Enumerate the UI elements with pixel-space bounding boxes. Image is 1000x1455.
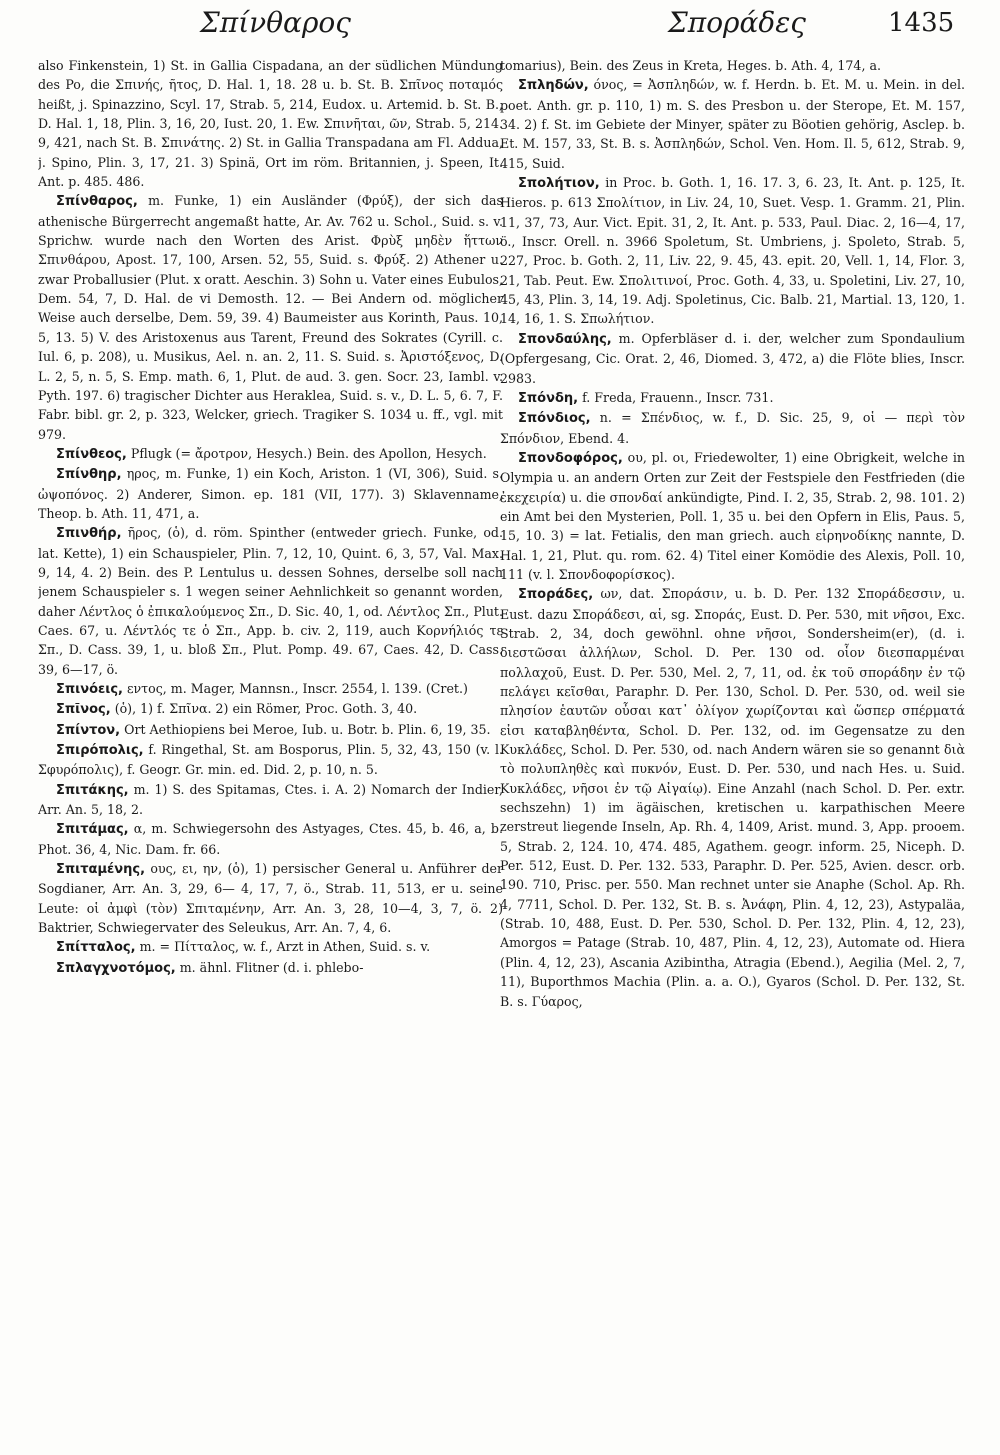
entry-text: ους, ει, ην, (ὁ), 1) persischer General u. Anführer der Sogdianer, Arr. An. 3, 29, 6— 4, 17, 7, ö., Strab. 11, 513, er u. seine Leute: οἱ ἀμφὶ (τὸν) Σπιταμένην, Arr. An. 3, 28, 10—4, 3, 7, ö. 2) Baktrier, Schwiegervater des Seleukus, Arr. An. 7, 4, 6. [38, 861, 503, 936]
dictionary-entry [38, 859, 503, 937]
entry-text: ου, pl. οι, Friedewolter, 1) eine Obrigkeit, welche in Olympia u. an andern Orten zur Zeit der Festspiele den Festfrieden (die ἐκεχειρία) u. die σπονδαί ankündigte, Pind. I. 2, 35, Strab. 2, 98. 101. 2) ein Amt bei den Mysterien, Poll. 1, 35 u. bei den Opfern in Elis, Paus. 5, 15, 10. 3) = lat. Fetialis, den man griech. auch εἰρηνοδίκης nannte, D. Hal. 1, 21, Plut. qu. rom. 62. 4) Titel einer Komödie des Alexis, Poll. 10, 111 (v. l. Σπονδοφορίσκος). [500, 449, 965, 582]
dictionary-entry [38, 699, 503, 719]
entry-headword: Σπολήτιον, [518, 176, 600, 192]
dictionary-entry [500, 75, 965, 173]
entry-headword: Σπῖνος, [56, 702, 111, 718]
dictionary-entry [500, 408, 965, 448]
entry-text: in Proc. b. Goth. 1, 16. 17. 3, 6. 23, It. Ant. p. 125, It. Hieros. p. 613 Σπολίτιον, in Liv. 24, 10, Suet. Vesp. 1. Gramm. 21, Plin. 11, 37, 73, Aur. Vict. Epit. 31, 2, It. Ant. p. 533, Paul. Diac. 2, 16—4, 17, ö., Inscr. Orell. n. 3966 Spoletum, St. Umbriens, j. Spoleto, Strab. 5, 227, Proc. b. Goth. 2, 11, Liv. 22, 9. 45, 43. epit. 20, Vell. 1, 14, Flor. 3, 21, Tab. Peut. Ew. Σπολιτινοί, Proc. Goth. 4, 33, u. Spoletini, Liv. 27, 10, 45, 43, Plin. 3, 14, 19. Adj. Spoletinus, Cic. Balb. 21, Martial. 13, 120, 1. 14, 16, 1. S. Σπωλήτιον. [500, 175, 965, 327]
dictionary-entry [500, 388, 965, 408]
entry-text: (ὁ), 1) f. Σπῖνα. 2) ein Römer, Proc. Goth. 3, 40. [114, 701, 418, 717]
entry-text: m. Funke, 1) ein Ausländer (Φρύξ), der sich das athenische Bürgerrecht angemaßt hatte, Ar. Av. 762 u. Schol., Suid. s. v. Sprichw. wurde nach den Worten des Arist. Φρὺξ μηδὲν ἥττων Σπινθάρου, Apost. 17, 100, Arsen. 52, 55, Suid. s. Φρύξ. 2) Athener u. zwar Proballusier (Plut. x oratt. Aeschin. 3) Sohn u. Vater eines Eubulos, Dem. 54, 7, D. Hal. de vi Demosth. 12. — Bei Andern od. möglicher Weise auch derselbe, Dem. 59, 39. 4) Baumeister aus Korinth, Paus. 10, 5, 13. 5) V. des Aristoxenus aus Tarent, Freund des Sokrates (Cyrill. c. Iul. 6, p. 208), u. Musikus, Ael. n. an. 2, 11. S. Suid. s. Ἀριστόξενος, D. L. 2, 5, n. 5, S. Emp. math. 6, 1, Plut. de aud. 3. gen. Socr. 23, Iambl. v. Pyth. 197. 6) tragischer Dichter aus Herakleа, Suid. s. v., D. L. 5, 6. 7, F. Fabr. bibl. gr. 2, p. 323, Welcker, griech. Tragiker S. 1034 u. ff., vgl. mit 979. [38, 193, 503, 442]
dictionary-entry [38, 444, 503, 464]
entry-text: Ort Aethiopiens bei Meroe, Iub. u. Botr. b. Plin. 6, 19, 35. [124, 721, 491, 737]
entry-headword: Σπληδών, [518, 78, 589, 94]
entry-headword: Σπίνθηρ, [56, 467, 122, 483]
entry-headword: Σπιτάμας, [56, 822, 129, 838]
dictionary-entry [38, 937, 503, 957]
dictionary-entry [38, 819, 503, 859]
right-column [500, 56, 965, 1446]
entry-headword: Σπιρόπολις, [56, 743, 144, 759]
dictionary-entry [38, 958, 503, 978]
entry-text: tomarius), Bein. des Zeus in Kreta, Heges. b. Ath. 4, 174, a. [500, 58, 881, 73]
dictionary-entry [38, 679, 503, 699]
dictionary-entry [500, 448, 965, 584]
entry-text: m. 1) S. des Spitamas, Ctes. i. A. 2) Nomarch der Indier, Arr. An. 5, 18, 2. [38, 781, 503, 818]
dictionary-entry [38, 56, 503, 191]
entry-text: also Finkenstein, 1) St. in Gallia Cispadana, an der südlichen Mündung des Po, die Σπινής, ῆτος, D. Hal. 1, 18. 28 u. b. St. B. Σπῖνος ποταμός heißt, j. Spinazzino, Scyl. 17, Strab. 5, 214, Eudox. u. Artemid. b. St. B., D. Hal. 1, 18, Plin. 3, 16, 20, Iust. 20, 1. Ew. Σπινῆται, ῶν, Strab. 5, 214. 9, 421, nach St. B. Σπινάτης. 2) St. in Gallia Transpadana am Fl. Addua, j. Spino, Plin. 3, 17, 21. 3) Spinä, Ort im röm. Britannien, j. Speen, It. Ant. p. 485. 486. [38, 58, 503, 190]
left-column [38, 56, 503, 1446]
entry-text: n. = Σπένδιος, w. f., D. Sic. 25, 9, οἱ — περὶ τὸν Σπόνδιον, Ebend. 4. [500, 410, 965, 446]
entry-text: εντος, m. Mager, Mannsn., Inscr. 2554, l. 139. (Cret.) [126, 681, 468, 696]
entry-headword: Σπίντον, [56, 722, 121, 738]
dictionary-entry [500, 584, 965, 1011]
entry-text: m. Opferbläser d. i. der, welcher zum Spondaulium (Opfergesang, Cic. Orat. 2, 46, Diomed. 3, 472, a) die Flöte blies, Inscr. 2983. [500, 330, 965, 386]
entry-text: α, m. Schwiegersohn des Astyages, Ctes. 45, b. 46, a, b. Phot. 36, 4, Nic. Dam. fr. 66. [38, 821, 503, 857]
entry-headword: Σπονδαύλης, [518, 331, 612, 347]
entry-headword: Σπόνδη, [518, 390, 579, 406]
entry-headword: Σπιτάκης, [56, 782, 129, 798]
entry-text: ηρος, m. Funke, 1) ein Koch, Ariston. 1 (VI, 306), Suid. s. ὠψοπόνος. 2) Anderer, Simon. ep. 181 (VII, 177). 3) Sklavenname, Theop. b. Ath. 11, 471, a. [38, 466, 503, 521]
entry-headword: Σπίνθαρος, [56, 194, 138, 210]
entry-text: ῆρος, (ὁ), d. röm. Spinther (entweder griech. Funke, od. lat. Kette), 1) ein Schauspieler, Plin. 7, 12, 10, Quint. 6, 3, 57, Val. Max. 9, 14, 4. 2) Bein. des P. Lentulus u. dessen Sohnes, derselbe soll nach jenem Schauspieler s. 1 wegen seiner Aehnlichkeit so genannt worden, daher Λέντλος ὁ ἐπικαλούμενος Σπ., D. Sic. 40, 1, od. Λέντλος Σπ., Plut. Caes. 67, u. Λέντλός τε ὁ Σπ., App. b. civ. 2, 119, auch Κορνήλιός τε Σπ., D. Cass. 39, 1, u. bloß Σπ., Plut. Pomp. 49. 67, Caes. 42, D. Cass. 39, 6—17, ö. [38, 525, 503, 677]
dictionary-entry [38, 740, 503, 780]
entry-text: όνος, = Ἀσπληδών, w. f. Herdn. b. Et. M. u. Mein. in del. poet. Anth. gr. p. 110, 1) m. S. des Presbon u. der Sterope, Et. M. 157, 34. 2) f. St. im Gebiete der Minyer, später zu Böotien gehörig, Asclep. b. Et. M. 157, 33, St. B. s. Ἀσπληδών, Schol. Ven. Hom. Il. 5, 612, Strab. 9, 415, Suid. [500, 77, 965, 171]
entry-headword: Σπίνθεος, [56, 446, 127, 462]
page-header [0, 0, 1000, 52]
dictionary-entry [38, 523, 503, 679]
entry-text: f. Freda, Frauenn., Inscr. 731. [582, 389, 774, 405]
page-number: 1435 [888, 8, 955, 38]
dictionary-entry [500, 329, 965, 388]
dictionary-entry [38, 464, 503, 523]
entry-text: m. ähnl. Flitner (d. i. phlebo- [179, 959, 364, 975]
dictionary-entry [38, 720, 503, 740]
left-running-headword: Σπίνθαρος [200, 6, 351, 39]
entry-headword: Σπινθήρ, [56, 526, 122, 542]
entry-headword: Σποράδες, [518, 587, 594, 603]
entry-text: m. = Πίτταλος, w. f., Arzt in Athen, Suid. s. v. [139, 939, 431, 955]
entry-headword: Σπιταμένης, [56, 862, 146, 878]
entry-text: Pflugk (= ἄροτρον, Hesych.) Bein. des Apollon, Hesych. [130, 445, 487, 461]
entry-headword: Σπονδοφόρος, [518, 450, 623, 466]
dictionary-entry [500, 173, 965, 329]
entry-headword: Σπινόεις, [56, 682, 123, 697]
entry-text: f. Ringethal, St. am Bosporus, Plin. 5, 32, 43, 150 (v. l. Σφυρόπολις), f. Geogr. Gr. min. ed. Did. 2, p. 10, n. 5. [38, 742, 503, 778]
entry-headword: Σπίτταλος, [56, 940, 136, 956]
right-running-headword: Σποράδες [668, 6, 806, 39]
dictionary-entry [38, 780, 503, 820]
entry-headword: Σπόνδιος, [518, 411, 591, 427]
dictionary-entry [500, 56, 965, 75]
entry-text: ων, dat. Σποράσιν, u. b. D. Per. 132 Σποράδεσσιν, u. Eust. dazu Σποράδεσι, αἱ, sg. Σποράς, Eust. D. Per. 530, mit νῆσοι, Exc. Strab. 2, 34, doch gewöhnl. ohne νῆσοι, Sondersheim(er), (d. i. διεστῶσαι ἀλλήλων, Schol. D. Per. 130 od. οἷον διεσπαρμέναι πολλαχοῦ, Eust. D. Per. 530, Mel. 2, 7, 11, od. ἐκ τοῦ σποράδην ἐν τῷ πελάγει κεῖσθαι, Paraphr. D. Per. 130, Schol. D. Per. 530, od. weil sie πλησίον ἑαυτῶν οὖσαι κατ᾽ ὀλίγον χωρίζονται καὶ ὥσπερ σπέρματά εἰσι καταβληθέντα, Schol. D. Per. 132, od. im Gegensatze zu den Κυκλάδες, Schol. D. Per. 530, od. nach Andern wären sie so genannt διὰ τὸ πολυπληθὲς καὶ πυκνόν, Eust. D. Per. 530, und nach Hes. u. Suid. Κυκλάδες, νῆσοι ἐν τῷ Αἰγαίῳ). Eine Anzahl (nach Schol. D. Per. extr. sechszehn) 1) im ägäischen, kretischen u. karpathischen Meere zerstreut liegende Inseln, Ap. Rh. 4, 1409, Arist. mund. 3, App. prooem. 5, Strab. 2, 124. 10, 474. 485, Agathem. geogr. inform. 25, Niceph. D. Per. 512, Eust. D. Per. 132. 533, Paraphr. D. Per. 525, Avien. descr. orb. 190. 710, Prisc. per. 550. Man rechnet unter sie Anaphe (Schol. Ap. Rh. 4, 7711, Schol. D. Per. 132, St. B. s. Ἀνάφη, Plin. 4, 12, 23), Astypaläa, (Strab. 10, 488, Eust. D. Per. 530, Schol. D. Per. 132, Plin. 4, 12, 23), Amorgos = Patage (Strab. 10, 487, Plin. 4, 12, 23), Automate od. Hiera (Plin. 4, 12, 23), Ascania Azibintha, Atragia (Ebend.), Aegilia (Mel. 2, 7, 11), Buporthmos Machia (Plin. a. a. O.), Gyaros (Schol. D. Per. 132, St. B. s. Γύαρος, [500, 586, 965, 1009]
dictionary-entry [38, 191, 503, 443]
entry-headword: Σπλαγχνοτόμος, [56, 960, 176, 976]
